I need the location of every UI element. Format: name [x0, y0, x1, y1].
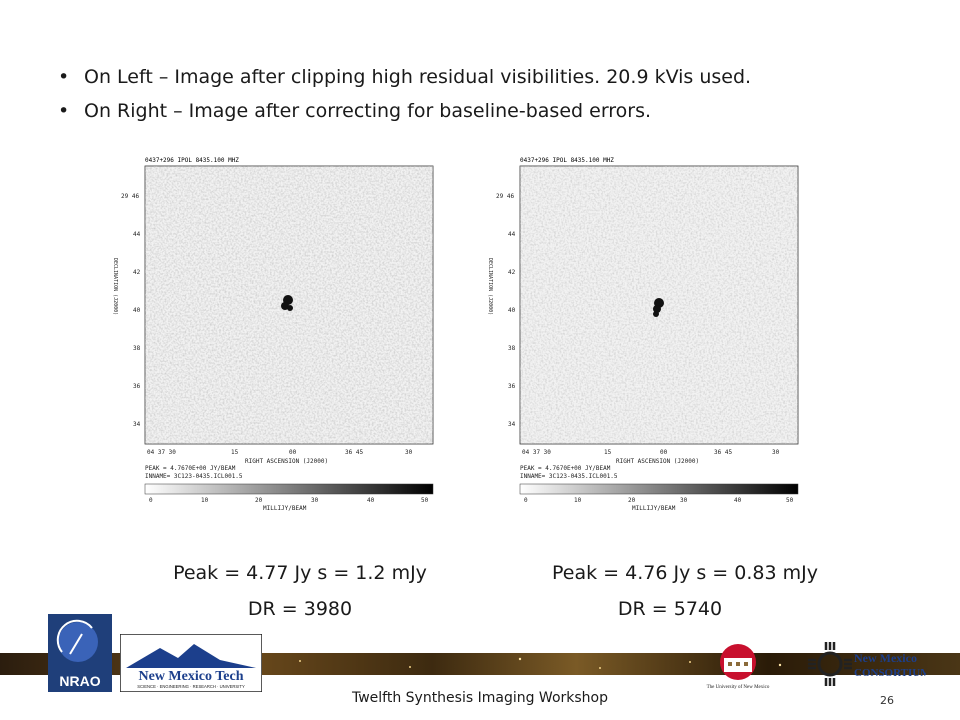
right-radio-image: [480, 148, 810, 518]
page-number: 26: [880, 694, 894, 707]
scale-tick: 20: [255, 497, 263, 504]
scale-unit: MILLIJY/BEAM: [263, 505, 307, 512]
nrao-logo-graphic: [48, 614, 112, 692]
left-radio-image: [105, 148, 435, 518]
dec-axis-label: DECLINATION (J2000): [487, 258, 493, 316]
ra-tick: 04 37 30: [522, 449, 551, 456]
scale-tick: 30: [680, 497, 688, 504]
grayscale-bar: [520, 484, 798, 494]
dec-tick: 40: [508, 307, 516, 314]
dec-tick: 36: [133, 383, 141, 390]
scale-tick: 30: [311, 497, 319, 504]
unm-logo-graphic: [698, 642, 778, 692]
dec-tick: 34: [508, 421, 516, 428]
ra-tick: 36 45: [714, 449, 733, 456]
bullet-text: On Left – Image after clipping high residual visibilities. 20.9 kVis used.: [84, 66, 752, 88]
dec-tick: 34: [133, 421, 141, 428]
left-dr-caption: DR = 3980: [247, 598, 353, 620]
dec-axis-label: DECLINATION (J2000): [112, 258, 118, 316]
scale-unit: MILLIJY/BEAM: [632, 505, 676, 512]
scale-tick: 40: [734, 497, 742, 504]
dec-tick: 42: [508, 269, 516, 276]
nrao-text: NRAO: [59, 673, 101, 689]
ra-tick: 04 37 30: [147, 449, 176, 456]
scale-tick: 50: [786, 497, 794, 504]
unm-text: The University of New Mexico: [706, 685, 770, 690]
peak-line: PEAK = 4.7670E+00 JY/BEAM: [520, 465, 611, 472]
right-image-panel: [480, 148, 810, 518]
scale-tick: 0: [149, 497, 153, 504]
bullet-text: On Right – Image after correcting for baseline-based errors.: [84, 100, 652, 122]
right-dr-caption: DR = 5740: [617, 598, 723, 620]
nmc-logo: [808, 640, 926, 692]
bullet-item: [58, 94, 751, 128]
dec-tick: 44: [133, 231, 141, 238]
nmc-bottom-text: CONSORTIUM: [854, 667, 926, 679]
footer-workshop-title: Twelfth Synthesis Imaging Workshop: [351, 690, 609, 706]
dec-tick: 38: [133, 345, 141, 352]
nmc-top-text: New Mexico: [854, 651, 917, 665]
nmt-subtext: SCIENCE · ENGINEERING · RESEARCH · UNIVERSITY: [137, 684, 245, 689]
dec-tick: 42: [133, 269, 141, 276]
grayscale-bar: [145, 484, 433, 494]
ra-axis-label: RIGHT ASCENSION (J2000): [616, 458, 700, 465]
right-peak-caption: Peak = 4.76 Jy s = 0.83 mJy: [552, 562, 818, 584]
ra-tick: 30: [772, 449, 780, 456]
peak-line: PEAK = 4.7670E+00 JY/BEAM: [145, 465, 236, 472]
scale-tick: 10: [201, 497, 209, 504]
ra-tick: 30: [405, 449, 413, 456]
dec-tick: 29 46: [496, 193, 515, 200]
dec-tick: 29 46: [121, 193, 140, 200]
dec-tick: 36: [508, 383, 516, 390]
scale-tick: 10: [574, 497, 582, 504]
nmt-logo: [120, 634, 262, 692]
dec-tick: 44: [508, 231, 516, 238]
nrao-logo: [48, 614, 112, 692]
ra-tick: 15: [231, 449, 239, 456]
left-peak-caption: Peak = 4.77 Jy s = 1.2 mJy: [173, 562, 427, 584]
bullet-list: [58, 60, 751, 128]
image-header: 0437+296 IPOL 8435.100 MHZ: [520, 157, 614, 164]
ra-tick: 15: [604, 449, 612, 456]
bullet-dot: •: [58, 66, 70, 88]
nmt-text: New Mexico Tech: [138, 669, 244, 684]
scale-tick: 50: [421, 497, 429, 504]
file-line: INNAME= 3C123-0435.ICL001.5: [520, 473, 618, 480]
noise-field: [145, 166, 433, 444]
bullet-item: [58, 60, 751, 94]
unm-logo: [698, 642, 778, 692]
dec-tick: 38: [508, 345, 516, 352]
scale-tick: 20: [628, 497, 636, 504]
dec-tick: 40: [133, 307, 141, 314]
ra-tick: 00: [289, 449, 297, 456]
nmc-logo-graphic: [808, 640, 926, 692]
left-image-panel: [105, 148, 435, 518]
file-line: INNAME= 3C123-0435.ICL001.5: [145, 473, 243, 480]
ra-tick: 00: [660, 449, 668, 456]
ra-tick: 36 45: [345, 449, 364, 456]
image-header: 0437+296 IPOL 8435.100 MHZ: [145, 157, 239, 164]
scale-tick: 0: [524, 497, 528, 504]
bullet-dot: •: [58, 100, 70, 122]
scale-tick: 40: [367, 497, 375, 504]
nmt-logo-graphic: [120, 634, 262, 692]
ra-axis-label: RIGHT ASCENSION (J2000): [245, 458, 329, 465]
